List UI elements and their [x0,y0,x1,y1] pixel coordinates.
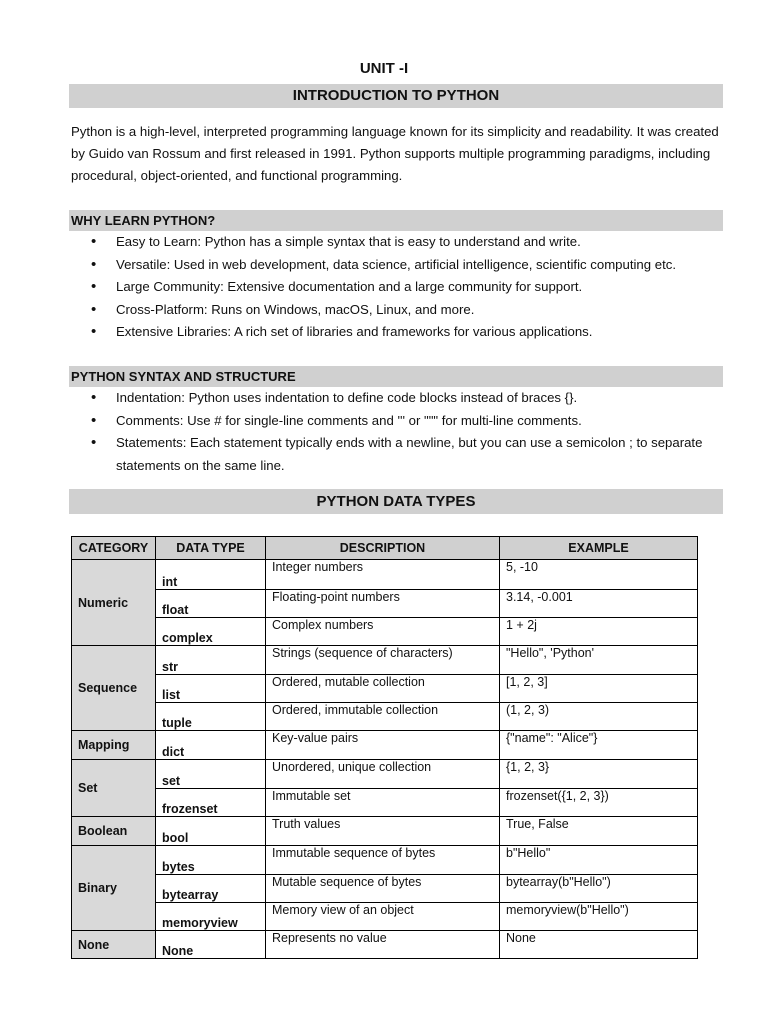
table-row [72,931,698,959]
description-cell: Floating-point numbers [266,590,500,618]
list-item: • Large Community: Extensive documentation and a large community for support. [71,276,723,299]
category-cell: Boolean [72,817,156,846]
example-cell: {1, 2, 3} [500,760,698,789]
example-cell: None [500,931,698,959]
description-cell: Key-value pairs [266,731,500,760]
example-cell: memoryview(b"Hello") [500,903,698,931]
datatype-cell: bytes [156,846,266,875]
description-cell: Memory view of an object [266,903,500,931]
datatype-cell: dict [156,731,266,760]
intro-paragraph: Python is a high-level, interpreted programming language known for its simplicity and readability. It was created by Guido van Rossum and first released in 1991. Python supports multiple programming paradigms, including procedural, object-oriented, and functional programming. [71,124,719,183]
example-cell: frozenset({1, 2, 3}) [500,789,698,817]
why-list [71,231,723,344]
datatype-cell: memoryview [156,903,266,931]
unit-title: UNIT -I [359,60,409,77]
description-cell: Unordered, unique collection [266,760,500,789]
column-header: EXAMPLE [500,537,698,560]
table-row [72,646,698,675]
description-cell: Ordered, immutable collection [266,703,500,731]
table-row [72,618,698,646]
category-cell: Binary [72,846,156,931]
table-row [72,703,698,731]
category-cell: Sequence [72,646,156,731]
table-row [72,903,698,931]
why-heading: WHY LEARN PYTHON? [69,210,723,231]
example-cell: (1, 2, 3) [500,703,698,731]
example-cell: 3.14, -0.001 [500,590,698,618]
table-row [72,675,698,703]
datatype-cell: tuple [156,703,266,731]
example-cell: "Hello", 'Python' [500,646,698,675]
list-item: • Easy to Learn: Python has a simple syntax that is easy to understand and write. [71,231,723,254]
example-cell: 5, -10 [500,560,698,590]
datatype-cell: set [156,760,266,789]
list-item: • Extensive Libraries: A rich set of libraries and frameworks for various applications. [71,321,723,344]
example-cell: b"Hello" [500,846,698,875]
table-row [72,590,698,618]
table-row [72,731,698,760]
datatype-cell: float [156,590,266,618]
example-cell: {"name": "Alice"} [500,731,698,760]
list-item: • Indentation: Python uses indentation to define code blocks instead of braces {}. [71,387,723,410]
description-cell: Immutable sequence of bytes [266,846,500,875]
category-cell: Mapping [72,731,156,760]
table-row [72,789,698,817]
table-row [72,875,698,903]
table-row [72,760,698,789]
category-cell: None [72,931,156,959]
table-row [72,560,698,590]
datatype-cell: str [156,646,266,675]
description-cell: Ordered, mutable collection [266,675,500,703]
syntax-list [71,387,723,477]
description-cell: Truth values [266,817,500,846]
category-cell: Numeric [72,560,156,646]
example-cell: True, False [500,817,698,846]
datatypes-table [71,536,698,959]
category-cell: Set [72,760,156,817]
datatype-cell: None [156,931,266,959]
page-title: INTRODUCTION TO PYTHON [69,84,723,108]
table-row [72,817,698,846]
syntax-heading: PYTHON SYNTAX AND STRUCTURE [69,366,723,387]
column-header: DATA TYPE [156,537,266,560]
datatype-cell: int [156,560,266,590]
example-cell: bytearray(b"Hello") [500,875,698,903]
datatype-cell: frozenset [156,789,266,817]
description-cell: Strings (sequence of characters) [266,646,500,675]
list-item: • Versatile: Used in web development, data science, artificial intelligence, scientific computing etc. [71,254,723,277]
description-cell: Immutable set [266,789,500,817]
description-cell: Represents no value [266,931,500,959]
column-header: DESCRIPTION [266,537,500,560]
table-row [72,846,698,875]
example-cell: [1, 2, 3] [500,675,698,703]
column-header: CATEGORY [72,537,156,560]
description-cell: Mutable sequence of bytes [266,875,500,903]
description-cell: Integer numbers [266,560,500,590]
list-item: • Cross-Platform: Runs on Windows, macOS, Linux, and more. [71,299,723,322]
list-item: • Comments: Use # for single-line comments and ''' or """ for multi-line comments. [71,410,723,433]
datatypes-heading: PYTHON DATA TYPES [69,489,723,514]
list-item: • Statements: Each statement typically ends with a newline, but you can use a semicolon ; to separate statements on the same line. [71,432,723,477]
example-cell: 1 + 2j [500,618,698,646]
datatype-cell: complex [156,618,266,646]
datatype-cell: list [156,675,266,703]
description-cell: Complex numbers [266,618,500,646]
datatype-cell: bytearray [156,875,266,903]
table-header-row [72,537,698,560]
datatype-cell: bool [156,817,266,846]
